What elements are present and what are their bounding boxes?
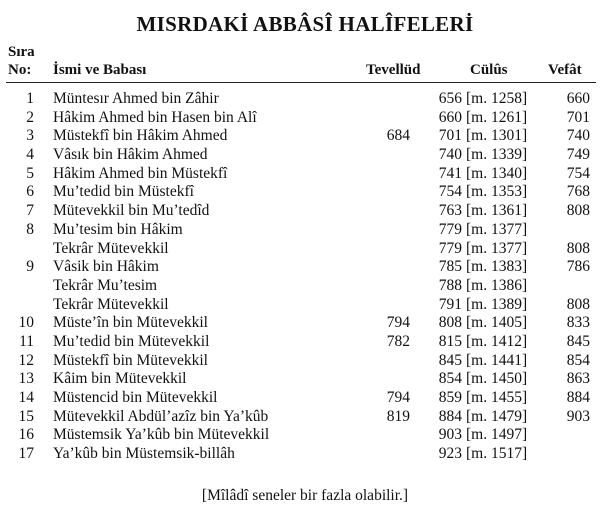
row-accession-gregorian: [m. 1450] — [466, 370, 528, 388]
row-birth: 684 — [386, 127, 410, 145]
row-number: 7 — [26, 202, 34, 220]
header-no — [8, 43, 48, 79]
row-accession-gregorian: [m. 1517] — [466, 445, 528, 463]
row-name: Kâim bin Mütevekkil — [53, 370, 187, 388]
table-row — [0, 389, 610, 408]
row-accession-year: 740 — [438, 146, 462, 164]
row-death: 863 — [566, 370, 590, 388]
row-accession-gregorian: [m. 1497] — [466, 426, 528, 444]
header-death: Vefât — [548, 62, 582, 78]
row-accession-gregorian: [m. 1377] — [466, 239, 528, 257]
row-death: 854 — [566, 351, 590, 369]
row-death: 660 — [566, 90, 590, 107]
row-name: Ya’kûb bin Müstemsik-billâh — [53, 445, 235, 463]
table-row — [0, 146, 610, 165]
row-accession-year: 859 — [438, 389, 462, 406]
row-name: Müstencid bin Mütevekkil — [53, 389, 218, 406]
row-death: 903 — [566, 407, 590, 425]
row-name: Hâkim Ahmed bin Müstekfî — [53, 164, 228, 182]
table-row — [0, 370, 610, 389]
table-row — [0, 296, 610, 315]
row-name: Vâsik bin Hâkim — [53, 258, 159, 276]
row-number: 14 — [18, 389, 34, 406]
table-row — [0, 333, 610, 352]
row-accession-gregorian: [m. 1340] — [466, 164, 528, 182]
row-number: 13 — [18, 370, 34, 388]
row-number: 1 — [26, 90, 34, 107]
row-name: Müstekfî bin Mütevekkil — [53, 351, 208, 369]
row-name: Hâkim Ahmed bin Hasen bin Alî — [53, 108, 257, 126]
row-accession-gregorian: [m. 1258] — [466, 90, 528, 107]
row-death: 768 — [566, 183, 590, 201]
table-row — [0, 165, 610, 184]
row-accession-gregorian: [m. 1455] — [466, 389, 528, 406]
table-row — [0, 445, 610, 464]
row-death: 754 — [566, 164, 590, 182]
footnote: [Mîlâdî seneler bir fazla olabilir.] — [201, 487, 409, 504]
row-number: 10 — [18, 314, 34, 332]
table-row — [0, 426, 610, 445]
row-number: 15 — [18, 407, 34, 425]
row-accession-year: 741 — [438, 164, 462, 182]
row-accession-gregorian: [m. 1479] — [466, 407, 528, 425]
row-death: 884 — [566, 389, 590, 406]
row-number: 2 — [26, 108, 34, 126]
row-death: 749 — [566, 146, 590, 164]
row-name: Mu’tedid bin Müstekfî — [53, 183, 194, 201]
header-rule — [6, 82, 596, 83]
row-accession-gregorian: [m. 1441] — [466, 351, 528, 369]
row-name: Tekrâr Mütevekkil — [53, 295, 169, 313]
caliph-table — [0, 90, 610, 464]
header-accession: Cülûs — [470, 62, 508, 78]
table-row — [0, 258, 610, 277]
row-birth: 794 — [386, 389, 410, 406]
row-birth: 794 — [386, 314, 410, 332]
row-number: 4 — [26, 146, 34, 164]
row-name: Mütevekkil Abdül’azîz bin Ya’kûb — [53, 407, 269, 425]
row-accession-gregorian: [m. 1386] — [466, 276, 528, 294]
row-accession-year: 763 — [438, 202, 462, 220]
row-birth: 782 — [386, 332, 410, 350]
table-row — [0, 240, 610, 259]
header-no-line1: Sıra — [8, 44, 35, 60]
row-death: 808 — [566, 239, 590, 257]
row-accession-gregorian: [m. 1339] — [466, 146, 528, 164]
page-title: MISRDAKİ ABBÂSÎ HALÎFELERİ — [136, 12, 474, 36]
row-accession-gregorian: [m. 1412] — [466, 332, 528, 350]
row-death: 808 — [566, 202, 590, 220]
row-name: Mütevekkil bin Mu’tedîd — [53, 202, 210, 220]
row-accession-year: 845 — [438, 351, 462, 369]
table-row — [0, 127, 610, 146]
table-row — [0, 352, 610, 371]
header-name: İsmi ve Babası — [53, 62, 147, 78]
row-accession-year: 788 — [438, 276, 462, 294]
table-row — [0, 221, 610, 240]
row-accession-year: 754 — [438, 183, 462, 201]
row-name: Müstekfî bin Hâkim Ahmed — [53, 127, 228, 145]
row-death: 701 — [566, 108, 590, 126]
row-name: Müste’în bin Mütevekkil — [53, 314, 208, 332]
row-accession-gregorian: [m. 1383] — [466, 258, 528, 276]
header-birth: Tevellüd — [366, 62, 421, 78]
table-row — [0, 277, 610, 296]
row-accession-year: 923 — [438, 445, 462, 463]
row-accession-year: 779 — [438, 220, 462, 238]
row-name: Müntesır Ahmed bin Zâhir — [53, 90, 219, 107]
header-no-line2: No: — [8, 62, 32, 78]
row-death: 786 — [566, 258, 590, 276]
row-accession-year: 815 — [438, 332, 462, 350]
row-death: 808 — [566, 295, 590, 313]
row-accession-year: 701 — [438, 127, 462, 145]
table-row — [0, 90, 610, 109]
row-accession-gregorian: [m. 1301] — [466, 127, 528, 145]
row-death: 833 — [566, 314, 590, 332]
row-accession-gregorian: [m. 1377] — [466, 220, 528, 238]
table-row — [0, 109, 610, 128]
row-accession-year: 656 — [438, 90, 462, 107]
row-number: 16 — [18, 426, 34, 444]
row-accession-year: 884 — [438, 407, 462, 425]
row-accession-gregorian: [m. 1361] — [466, 202, 528, 220]
row-number: 11 — [19, 332, 34, 350]
row-name: Müstemsik Ya’kûb bin Mütevekkil — [53, 426, 270, 444]
row-number: 3 — [26, 127, 34, 145]
row-death: 845 — [566, 332, 590, 350]
row-name: Tekrâr Mütevekkil — [53, 239, 169, 257]
row-death: 740 — [566, 127, 590, 145]
row-number: 6 — [26, 183, 34, 201]
row-accession-year: 660 — [438, 108, 462, 126]
row-name: Mu’tesim bin Hâkim — [53, 220, 183, 238]
row-number: 5 — [26, 164, 34, 182]
table-row — [0, 183, 610, 202]
row-accession-gregorian: [m. 1405] — [466, 314, 528, 332]
table-row — [0, 202, 610, 221]
table-row — [0, 408, 610, 427]
row-accession-gregorian: [m. 1389] — [466, 295, 528, 313]
row-accession-year: 779 — [438, 239, 462, 257]
row-number: 12 — [18, 351, 34, 369]
row-accession-year: 791 — [438, 295, 462, 313]
row-accession-gregorian: [m. 1353] — [466, 183, 528, 201]
row-accession-gregorian: [m. 1261] — [466, 108, 528, 126]
row-name: Mu’tedid bin Mütevekkil — [53, 332, 210, 350]
row-number: 17 — [18, 445, 34, 463]
row-birth: 819 — [386, 407, 410, 425]
row-number: 8 — [26, 220, 34, 238]
row-accession-year: 785 — [438, 258, 462, 276]
row-name: Vâsık bin Hâkim Ahmed — [53, 146, 208, 164]
row-accession-year: 808 — [438, 314, 462, 332]
row-number: 9 — [26, 258, 34, 276]
row-accession-year: 854 — [438, 370, 462, 388]
table-row — [0, 314, 610, 333]
row-accession-year: 903 — [438, 426, 462, 444]
row-name: Tekrâr Mu’tesim — [53, 276, 158, 294]
